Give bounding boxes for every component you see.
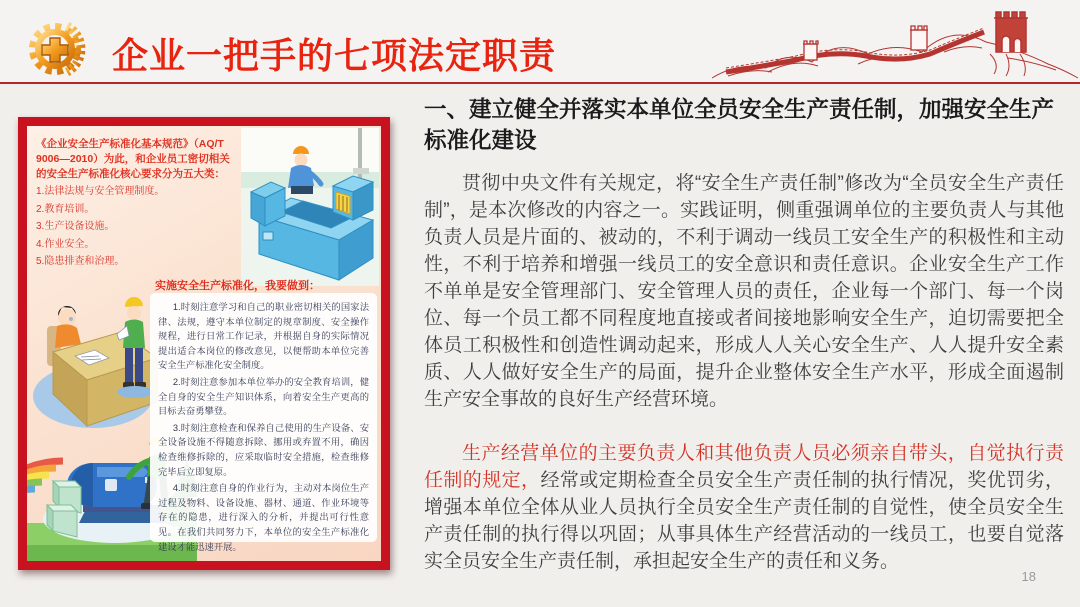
poster-rule-item: 1.时刻注意学习和自己的职业密切相关的国家法律、法规，遵守本单位制定的规章制度、安全操作规程，进行日常工作记录，并根据自身的实际情况提出适合本岗位的修改意见，以便帮助本单位完善安全生产标准化安全制度。 [158, 302, 369, 371]
page-title: 企业一把手的七项法定职责 [112, 35, 557, 76]
poster-category-item: 3.生产设备设施。 [36, 221, 115, 232]
paragraph2-rest: 经常或定期检查全员安全生产责任制的执行情况，奖优罚劣，增强本单位全体从业人员执行全员安全生产责任制的自觉性，使全员安全生产责任制的执行得以巩固；从事具体生产经营活动的一线员工，也要自觉落实全员安全生产责任制，承担起安全生产的责任和义务。 [424, 469, 1064, 572]
page-number: 18 [1021, 569, 1036, 584]
poster-banner-heading: 实施安全生产标准化，我要做到： [155, 280, 320, 292]
safety-poster [18, 117, 390, 570]
poster-rule-item: 3.时刻注意检查和保养自己使用的生产设备、安全设备设施不得随意拆除、挪用或弃置不用，确因检查维修拆除的，应采取临时安全措施，检查维修完毕后立即复原。 [158, 422, 369, 477]
safety-poster-inner [27, 126, 381, 561]
header-divider [0, 82, 1080, 84]
safety-emblem-icon [27, 20, 91, 78]
great-wall-illustration [708, 8, 1080, 82]
body-paragraph-2 [424, 441, 1064, 576]
header-bar [0, 0, 1080, 83]
highlighted-text: 生产经营单位的主要负责人和其他负责人员必须亲自带头，自觉执行责任制的规定， [424, 442, 1064, 491]
poster-intro-text: 《企业安全生产标准化基本规范》（AQ/T 9006—2010）为此，和企业员工密切相关的安全生产标准化核心要求分为五大类： [36, 138, 230, 181]
section-heading: 一、建立健全并落实本单位全员安全生产责任制，加强安全生产标准化建设 [424, 97, 1055, 154]
poster-category-item: 5.隐患排查和治理。 [36, 256, 125, 267]
poster-category-item: 4.作业安全。 [36, 238, 95, 250]
poster-category-item: 2.教育培训。 [36, 203, 95, 215]
poster-category-list [36, 186, 226, 274]
workbench-worker-illustration [241, 128, 379, 286]
poster-rules-panel [150, 293, 377, 552]
main-content [424, 94, 1064, 576]
body-paragraph-1: 贯彻中央文件有关规定，将“安全生产责任制”修改为“全员安全生产责任制”，是本次修改的内容之一。实践证明，侧重强调单位的主要负责人与其他负责人员是片面的、被动的，不利于调动一线员工安全生产的积极性和主动性，不利于培养和增强一线员工的安全意识和责任意识。企业安全生产工作不单单是安全管理部门、安全管理人员的责任，企业每一个部门、每一个岗位、每一个员工都不同程度地直接或者间接地影响安全生产，迫切需要把全体员工积极性和创造性调动起来，形成人人关心安全生产、人人提升安全素质、人人做好安全生产的局面，提升企业整体安全生产水平，形成全面遏制生产安全事故的良好生产经营环境。 [424, 173, 1064, 410]
poster-rule-item: 4.时刻注意自身的作业行为，主动对本岗位生产过程及物料、设备设施、器材、通道、作业环境等存在的隐患，进行深入的分析，并提出可行性意见。在我们共同努力下，本单位的安全生产标准化建设才能迅速开展。 [158, 483, 369, 552]
poster-rule-item: 2.时刻注意参加本单位举办的安全教育培训，健全自身的安全生产知识体系，向着安全生产更高的目标去奋勇攀登。 [158, 376, 369, 417]
poster-category-item: 1.法律法规与安全管理制度。 [36, 186, 165, 197]
